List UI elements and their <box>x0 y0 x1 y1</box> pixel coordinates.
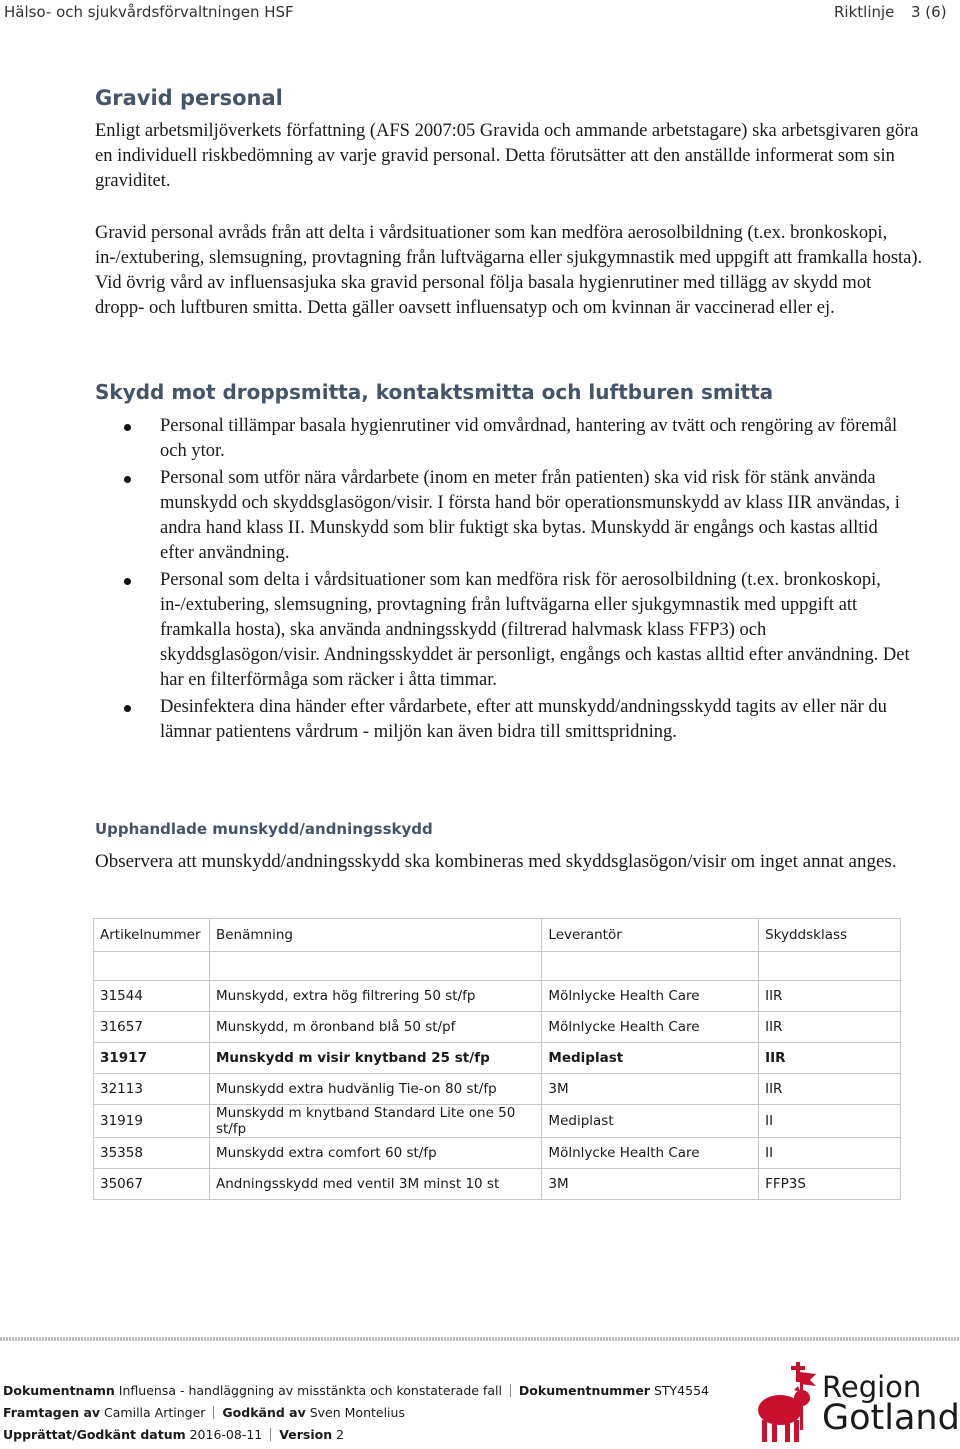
cell-name: Andningsskydd med ventil 3M minst 10 st <box>209 1169 541 1200</box>
table-row <box>94 1105 901 1138</box>
footer-docname-label: Dokumentnamn <box>3 1383 115 1398</box>
section-title-gravid-personal: Gravid personal <box>95 86 283 110</box>
cell-name: Munskydd extra comfort 60 st/fp <box>209 1138 541 1169</box>
list-item <box>95 466 915 566</box>
footer-docnum: STY4554 <box>653 1383 709 1398</box>
list-item-text: Personal tillämpar basala hygienrutiner vid omvårdnad, hantering av tvätt och rengöring av föremål och ytor. <box>160 416 898 461</box>
cell-supplier: Mölnlycke Health Care <box>542 1138 759 1169</box>
table-header-row <box>94 919 901 952</box>
cell-article-number: 31919 <box>94 1105 210 1138</box>
bullet-icon <box>124 578 131 585</box>
product-table <box>93 918 901 1200</box>
column-header-article-number: Artikelnummer <box>94 919 210 952</box>
list-item-text: Personal som delta i vårdsituationer som kan medföra risk för aerosolbildning (t.ex. bronkoskopi, in-/extubering, slemsugning, provtagning från luftvägarna eller sjukgymnastik med uppgift att framkalla hosta), ska använda andningsskydd (filtrerad halvmask klass FFP3) och skyddsglasögon/visir. Andningsskyddet är personligt, engångs och kastas alltid efter användning. Det har en filterförmåga som räcker i åtta timmar. <box>160 570 910 690</box>
cell-name: Munskydd, extra hög filtrering 50 st/fp <box>209 981 541 1012</box>
header-organization: Hälso- och sjukvårdsförvaltningen HSF <box>4 3 294 21</box>
cell-name: Munskydd extra hudvänlig Tie-on 80 st/fp <box>209 1074 541 1105</box>
footer-version: 2 <box>336 1427 345 1442</box>
cell-protection-class: IIR <box>759 981 901 1012</box>
table-row-highlighted <box>94 1043 901 1074</box>
footer-approved: Sven Montelius <box>309 1405 405 1420</box>
cell-name: Munskydd, m öronband blå 50 st/pf <box>209 1012 541 1043</box>
column-header-supplier: Leverantör <box>542 919 759 952</box>
footer-document-line <box>3 1383 709 1398</box>
footer-docnum-label: Dokumentnummer <box>518 1383 650 1398</box>
protection-bullet-list <box>95 414 915 747</box>
cell-article-number: 35358 <box>94 1138 210 1169</box>
cell-name: Munskydd m knytband Standard Lite one 50 st/fp <box>209 1105 541 1138</box>
footer-date: 2016-08-11 <box>189 1427 263 1442</box>
table-row <box>94 981 901 1012</box>
cell-supplier: Mölnlycke Health Care <box>542 981 759 1012</box>
header-doc-type: Riktlinje <box>834 3 895 21</box>
section-title-protection: Skydd mot droppsmitta, kontaktsmitta och luftburen smitta <box>95 380 774 404</box>
cell-name: Munskydd m visir knytband 25 st/fp <box>209 1043 541 1074</box>
cell-protection-class: IIR <box>759 1012 901 1043</box>
footer-docname: Influensa - handläggning av misstänkta och konstaterade fall <box>118 1383 502 1398</box>
cell-article-number: 32113 <box>94 1074 210 1105</box>
table-row <box>94 1074 901 1105</box>
cell-article-number: 31657 <box>94 1012 210 1043</box>
footer-author: Camilla Artinger <box>104 1405 206 1420</box>
list-item <box>95 414 915 464</box>
footer-date-label: Upprättat/Godkänt datum <box>3 1427 186 1442</box>
paragraph-combine-visor: Observera att munskydd/andningsskydd ska kombineras med skyddsglasögon/visir om inget annat anges. <box>95 851 897 872</box>
footer-separator <box>510 1384 511 1397</box>
list-item <box>95 695 915 745</box>
cell-supplier: Mediplast <box>542 1105 759 1138</box>
bullet-icon <box>124 476 131 483</box>
lamb-banner-icon <box>750 1360 822 1446</box>
bullet-icon <box>124 705 131 712</box>
list-item-text: Personal som utför nära vårdarbete (inom en meter från patienten) ska vid risk för stänk använda munskydd och skyddsglasögon/visir. I första hand bör operationsmunskydd av klass IIR användas, i andra hand klass II. Munskydd som blir fuktigt ska bytas. Munskydd är engångs och kastas alltid efter användning. <box>160 468 900 563</box>
footer-version-label: Version <box>279 1427 333 1442</box>
cell-article-number: 35067 <box>94 1169 210 1200</box>
logo-text-region: Region <box>822 1370 922 1404</box>
cell-supplier: 3M <box>542 1074 759 1105</box>
footer-author-line <box>3 1405 405 1420</box>
cell-protection-class: II <box>759 1138 901 1169</box>
page-header <box>0 2 960 24</box>
list-item-text: Desinfektera dina händer efter vårdarbete, efter att munskydd/andningsskydd tagits av eller när du lämnar patientens vårdrum - miljön kan även bidra till smittspridning. <box>160 697 887 742</box>
table-row <box>94 1138 901 1169</box>
footer-approved-label: Godkänd av <box>222 1405 306 1420</box>
cell-article-number: 31917 <box>94 1043 210 1074</box>
cell-article-number: 31544 <box>94 981 210 1012</box>
section-title-procured-masks: Upphandlade munskydd/andningsskydd <box>95 820 433 838</box>
paragraph-aerosol-advice: Gravid personal avråds från att delta i vårdsituationer som kan medföra aerosolbildning (t.ex. bronkoskopi, in-/extubering, slemsugning, provtagning från luftvägarna eller sjukgymnastik med uppgift att framkalla hosta). Vid övrig vård av influensasjuka ska gravid personal följa basala hygienrutiner med tillägg av skydd mot dropp- och luftburen smitta. Detta gäller oavsett influensatyp och om kvinnan är vaccinerad eller ej. <box>95 223 923 318</box>
paragraph-risk-assessment: Enligt arbetsmiljöverkets författning (AFS 2007:05 Gravida och ammande arbetstagare) ska arbetsgivaren göra en individuell riskbedömning av varje gravid personal. Detta förutsätter att den anställde informerat som sin graviditet. <box>95 121 919 191</box>
footer-divider <box>0 1337 960 1341</box>
header-page-number: 3 (6) <box>911 3 947 21</box>
cell-protection-class: II <box>759 1105 901 1138</box>
cell-protection-class: IIR <box>759 1043 901 1074</box>
cell-protection-class: IIR <box>759 1074 901 1105</box>
list-item <box>95 568 915 693</box>
footer-separator <box>270 1428 271 1441</box>
column-header-name: Benämning <box>209 919 541 952</box>
footer-date-line <box>3 1427 344 1442</box>
footer-author-label: Framtagen av <box>3 1405 101 1420</box>
cell-protection-class: FFP3S <box>759 1169 901 1200</box>
column-header-protection-class: Skyddsklass <box>759 919 901 952</box>
cell-supplier: Mediplast <box>542 1043 759 1074</box>
bullet-icon <box>124 424 131 431</box>
table-row <box>94 1012 901 1043</box>
table-row <box>94 1169 901 1200</box>
footer-separator <box>213 1406 214 1419</box>
cell-supplier: Mölnlycke Health Care <box>542 1012 759 1043</box>
logo-text-gotland: Gotland <box>822 1398 960 1438</box>
cell-supplier: 3M <box>542 1169 759 1200</box>
table-spacer-row <box>94 952 901 981</box>
region-gotland-logo <box>750 1358 960 1448</box>
